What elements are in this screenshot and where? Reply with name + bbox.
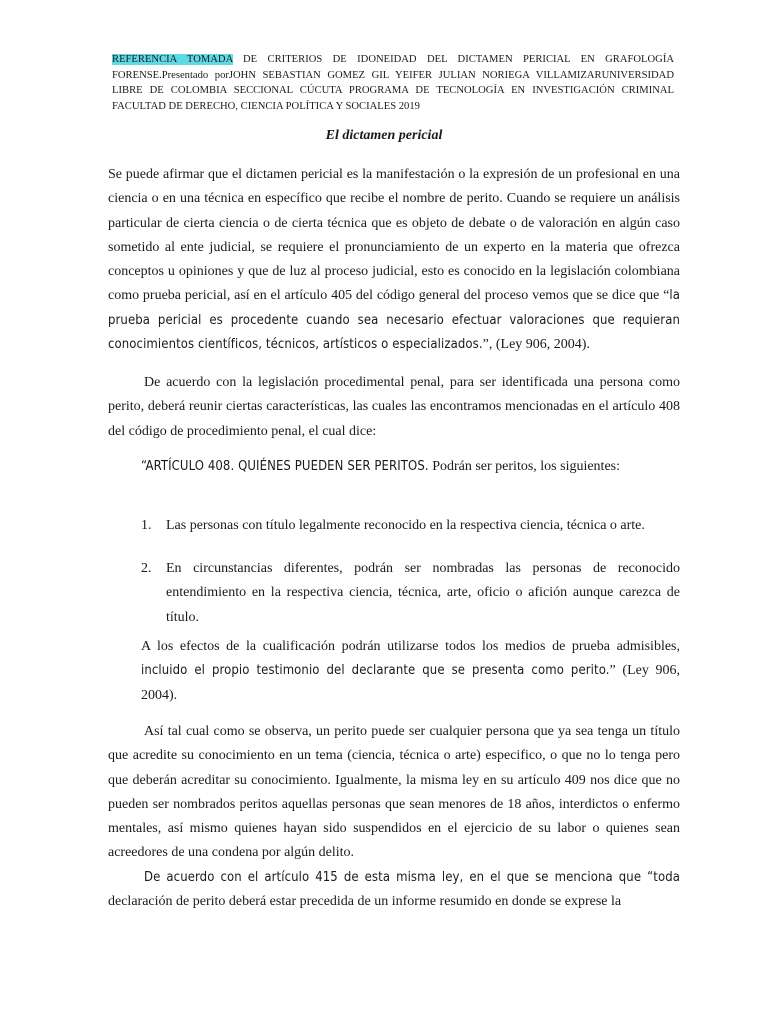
paragraph-2: De acuerdo con la legislación procedimental penal, para ser identificada una persona como perito, deberá reunir ciertas características, las cuales las encontramos mencionadas en el artículo 408 del código de procedimiento penal, el cual dice: <box>108 375 680 439</box>
list-text: En circunstancias diferentes, podrán ser nombradas las personas de reconocido entendimiento en la respectiva ciencia, técnica, arte, oficio o afición aunque carezca de título. <box>166 561 680 625</box>
reference-highlight: REFERENCIA TOMADA <box>112 54 233 65</box>
paragraph-1 <box>108 163 680 357</box>
paragraph-1-citation: ”, (Ley 906, 2004). <box>482 337 590 353</box>
paragraph-4 <box>108 866 680 915</box>
article-heading: “ARTÍCULO 408. QUIÉNES PUEDEN SER PERITOS. <box>141 459 429 474</box>
document-title: El dictamen pericial <box>325 128 443 143</box>
quote-end-mono: incluido el propio testimonio del declarante que se presenta como perito. <box>141 663 610 679</box>
article-quote <box>141 455 680 479</box>
quote-end-text: A los efectos de la cualificación podrán utilizarse todos los medios de prueba admisibles, <box>141 639 680 654</box>
reference-header <box>112 52 674 114</box>
reference-text: DE CRITERIOS DE IDONEIDAD DEL DICTAMEN PERICIAL EN GRAFOLOGÍA FORENSE.Presentado porJOHN SEBASTIAN GOMEZ GIL YEIFER JULIAN NORIEGA VILLAMIZARUNIVERSIDAD LIBRE DE COLOMBIA SECCIONAL CÚCUTA PROGRAMA DE TECNOLOGÍA EN INVESTIGACIÓN CRIMINAL FACULTAD DE DERECHO, CIENCIA POLÍTICA Y SOCIALES 2019 <box>112 54 675 112</box>
paragraph-1-quote: la prueba pericial es procedente cuando sea necesario efectuar valoraciones que requieran conocimientos científicos, técnicos, artísticos o especializados. <box>108 288 680 353</box>
article-quote-end <box>141 635 680 708</box>
list-text: Las personas con título legalmente reconocido en la respectiva ciencia, técnica o arte. <box>166 518 645 533</box>
list-number: 2. <box>141 561 152 576</box>
paragraph-1-text: Se puede afirmar que el dictamen pericial es la manifestación o la expresión de un profesional en una ciencia o en una técnica en específico que recibe el nombre de perito. Cuando se requiere un análisis particular de cierta ciencia o de cierta técnica que es objeto de debate o de valoración en algún caso sometido al ente judicial, se requiere el pronunciamiento de un experto en la materia que ofrezca conceptos u opiniones y que de luz al proceso judicial, esto es conocido en la legislación colombiana como prueba pericial, así en el artículo 405 del código general del proceso vemos que se dice que “ <box>108 167 680 304</box>
paragraph-4-text: declaración de perito deberá estar precedida de un informe resumido en donde se exprese la <box>108 894 622 910</box>
quote-end-citation: ” (Ley 906, 2004). <box>141 663 680 703</box>
paragraph-4-start: De acuerdo con el artículo 415 de esta misma ley, en el que se menciona que “toda <box>144 870 680 885</box>
article-intro: Podrán ser peritos, los siguientes: <box>428 459 620 474</box>
list-item <box>141 514 680 538</box>
list-number: 1. <box>141 518 152 533</box>
paragraph-3: Así tal cual como se observa, un perito puede ser cualquier persona que ya sea tenga un título que acredite su conocimiento en un tema (ciencia, técnica o arte) especifico, o que no lo tenga pero que deberán acreditar su conocimiento. Igualmente, la misma ley en su artículo 409 nos dice que no pueden ser nombrados peritos aquellas personas que sean menores de 18 años, interdictos o enfermo mentales, así mismo quienes hayan sido suspendidos en el ejercicio de su labor o quienes sean acreedores de una condena por algún delito. <box>108 724 680 861</box>
list-item <box>141 557 680 630</box>
